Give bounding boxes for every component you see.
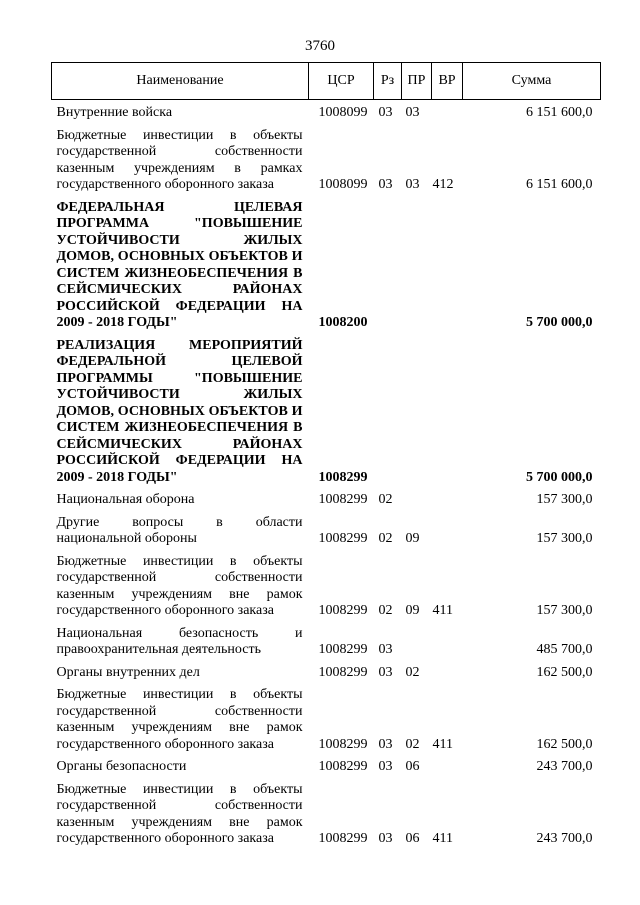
cell-rz: 03 xyxy=(378,177,393,192)
table-row xyxy=(52,621,601,660)
cell-rz: 02 xyxy=(378,492,393,507)
cell-vr xyxy=(432,510,463,549)
cell-vr: 411 xyxy=(432,831,453,846)
table-header-row xyxy=(52,63,601,100)
cell-rz: 02 xyxy=(378,531,393,546)
cell-pr xyxy=(402,621,432,660)
table-row xyxy=(52,754,601,777)
cell-rz xyxy=(374,195,402,333)
cell-pr xyxy=(402,195,432,333)
cell-name: Органы безопасности xyxy=(56,759,187,774)
cell-csr: 1008299 xyxy=(318,664,368,680)
table-row xyxy=(52,660,601,683)
cell-csr: 1008299 xyxy=(318,759,368,774)
cell-csr: 1008299 xyxy=(318,492,368,507)
cell-vr xyxy=(432,660,463,683)
table-row xyxy=(52,510,601,549)
cell-pr: 03 xyxy=(405,177,420,192)
cell-csr: 1008099 xyxy=(318,177,368,192)
table-row xyxy=(52,549,601,621)
cell-sum: 162 500,0 xyxy=(536,736,593,752)
cell-rz: 03 xyxy=(378,105,393,120)
cell-csr: 1008299 xyxy=(318,531,368,546)
cell-sum: 5 700 000,0 xyxy=(526,469,593,485)
cell-pr: 02 xyxy=(405,736,420,752)
cell-rz: 03 xyxy=(378,759,393,774)
cell-vr xyxy=(432,195,463,333)
cell-sum: 6 151 600,0 xyxy=(526,105,593,120)
cell-csr: 1008299 xyxy=(318,831,368,846)
cell-name: Бюджетные инвестиции в объекты государственной собственности казенным учреждениям в рамках государственного оборонного заказа xyxy=(56,127,303,192)
cell-vr xyxy=(432,754,463,777)
budget-table xyxy=(51,62,601,849)
cell-csr: 1008299 xyxy=(318,469,368,485)
cell-rz: 03 xyxy=(378,664,393,680)
cell-vr: 411 xyxy=(432,736,453,752)
cell-name: Другие вопросы в области национальной обороны xyxy=(56,514,303,546)
cell-sum: 243 700,0 xyxy=(536,831,593,846)
table-row xyxy=(52,123,601,195)
cell-name: Национальная оборона xyxy=(56,492,195,507)
cell-sum: 243 700,0 xyxy=(536,759,593,774)
cell-rz: 03 xyxy=(378,736,393,752)
cell-sum: 5 700 000,0 xyxy=(526,315,593,330)
cell-csr: 1008299 xyxy=(318,736,368,752)
cell-name: Бюджетные инвестиции в объекты государственной собственности казенным учреждениям вне рамок государственного оборонного заказа xyxy=(56,781,303,846)
cell-name: РЕАЛИЗАЦИЯ МЕРОПРИЯТИЙ ФЕДЕРАЛЬНОЙ ЦЕЛЕВОЙ ПРОГРАММЫ "ПОВЫШЕНИЕ УСТОЙЧИВОСТИ ЖИЛЫХ ДОМОВ, ОСНОВНЫХ ОБЪЕКТОВ И СИСТЕМ ЖИЗНЕОБЕСПЕЧЕНИЯ В СЕЙСМИЧЕСКИХ РАЙОНАХ РОССИЙСКОЙ ФЕДЕРАЦИИ НА 2009 - 2018 ГОДЫ" xyxy=(56,337,303,485)
table-row xyxy=(52,777,601,849)
cell-name: Внутренние войска xyxy=(56,105,173,120)
table-row xyxy=(52,333,601,488)
cell-name: Органы внутренних дел xyxy=(56,664,200,680)
cell-vr: 411 xyxy=(432,603,453,618)
table-row xyxy=(52,682,601,754)
cell-vr xyxy=(432,621,463,660)
cell-rz: 03 xyxy=(378,831,393,846)
cell-vr xyxy=(432,487,463,510)
header-name: Наименование xyxy=(52,63,309,100)
cell-csr: 1008299 xyxy=(318,603,368,618)
cell-rz: 02 xyxy=(378,603,393,618)
cell-pr: 09 xyxy=(405,531,420,546)
header-pr: ПР xyxy=(402,63,432,100)
header-rz: Рз xyxy=(374,63,402,100)
cell-pr: 03 xyxy=(405,105,420,120)
cell-sum: 157 300,0 xyxy=(536,492,593,507)
cell-name: Бюджетные инвестиции в объекты государственной собственности казенным учреждениям вне рамок государственного оборонного заказа xyxy=(56,687,303,752)
cell-pr: 02 xyxy=(405,664,420,680)
cell-sum: 157 300,0 xyxy=(536,603,593,618)
table-row xyxy=(52,100,601,123)
cell-pr: 09 xyxy=(405,603,420,618)
cell-pr xyxy=(402,333,432,488)
cell-pr xyxy=(402,487,432,510)
cell-sum: 162 500,0 xyxy=(536,664,593,680)
cell-sum: 6 151 600,0 xyxy=(526,177,593,192)
cell-rz xyxy=(374,333,402,488)
cell-rz: 03 xyxy=(378,642,393,657)
cell-vr: 412 xyxy=(432,177,454,192)
cell-name: ФЕДЕРАЛЬНАЯ ЦЕЛЕВАЯ ПРОГРАММА "ПОВЫШЕНИЕ УСТОЙЧИВОСТИ ЖИЛЫХ ДОМОВ, ОСНОВНЫХ ОБЪЕКТОВ И СИСТЕМ ЖИЗНЕОБЕСПЕЧЕНИЯ В СЕЙСМИЧЕСКИХ РАЙОНАХ РОССИЙСКОЙ ФЕДЕРАЦИИ НА 2009 - 2018 ГОДЫ" xyxy=(56,199,303,330)
cell-name: Бюджетные инвестиции в объекты государственной собственности казенным учреждениям вне рамок государственного оборонного заказа xyxy=(56,553,303,618)
header-sum: Сумма xyxy=(463,63,601,100)
cell-csr: 1008299 xyxy=(318,642,368,657)
header-vr: ВР xyxy=(432,63,463,100)
table-row xyxy=(52,195,601,333)
cell-sum: 157 300,0 xyxy=(536,531,593,546)
cell-csr: 1008099 xyxy=(318,105,368,120)
cell-csr: 1008200 xyxy=(318,315,368,330)
cell-vr xyxy=(432,100,463,123)
cell-vr xyxy=(432,333,463,488)
header-csr: ЦСР xyxy=(309,63,374,100)
page-number: 3760 xyxy=(305,38,335,54)
cell-sum: 485 700,0 xyxy=(536,642,593,657)
cell-name: Национальная безопасность и правоохранительная деятельность xyxy=(56,625,303,657)
cell-pr: 06 xyxy=(405,759,420,774)
table-row xyxy=(52,487,601,510)
cell-pr: 06 xyxy=(405,831,420,846)
